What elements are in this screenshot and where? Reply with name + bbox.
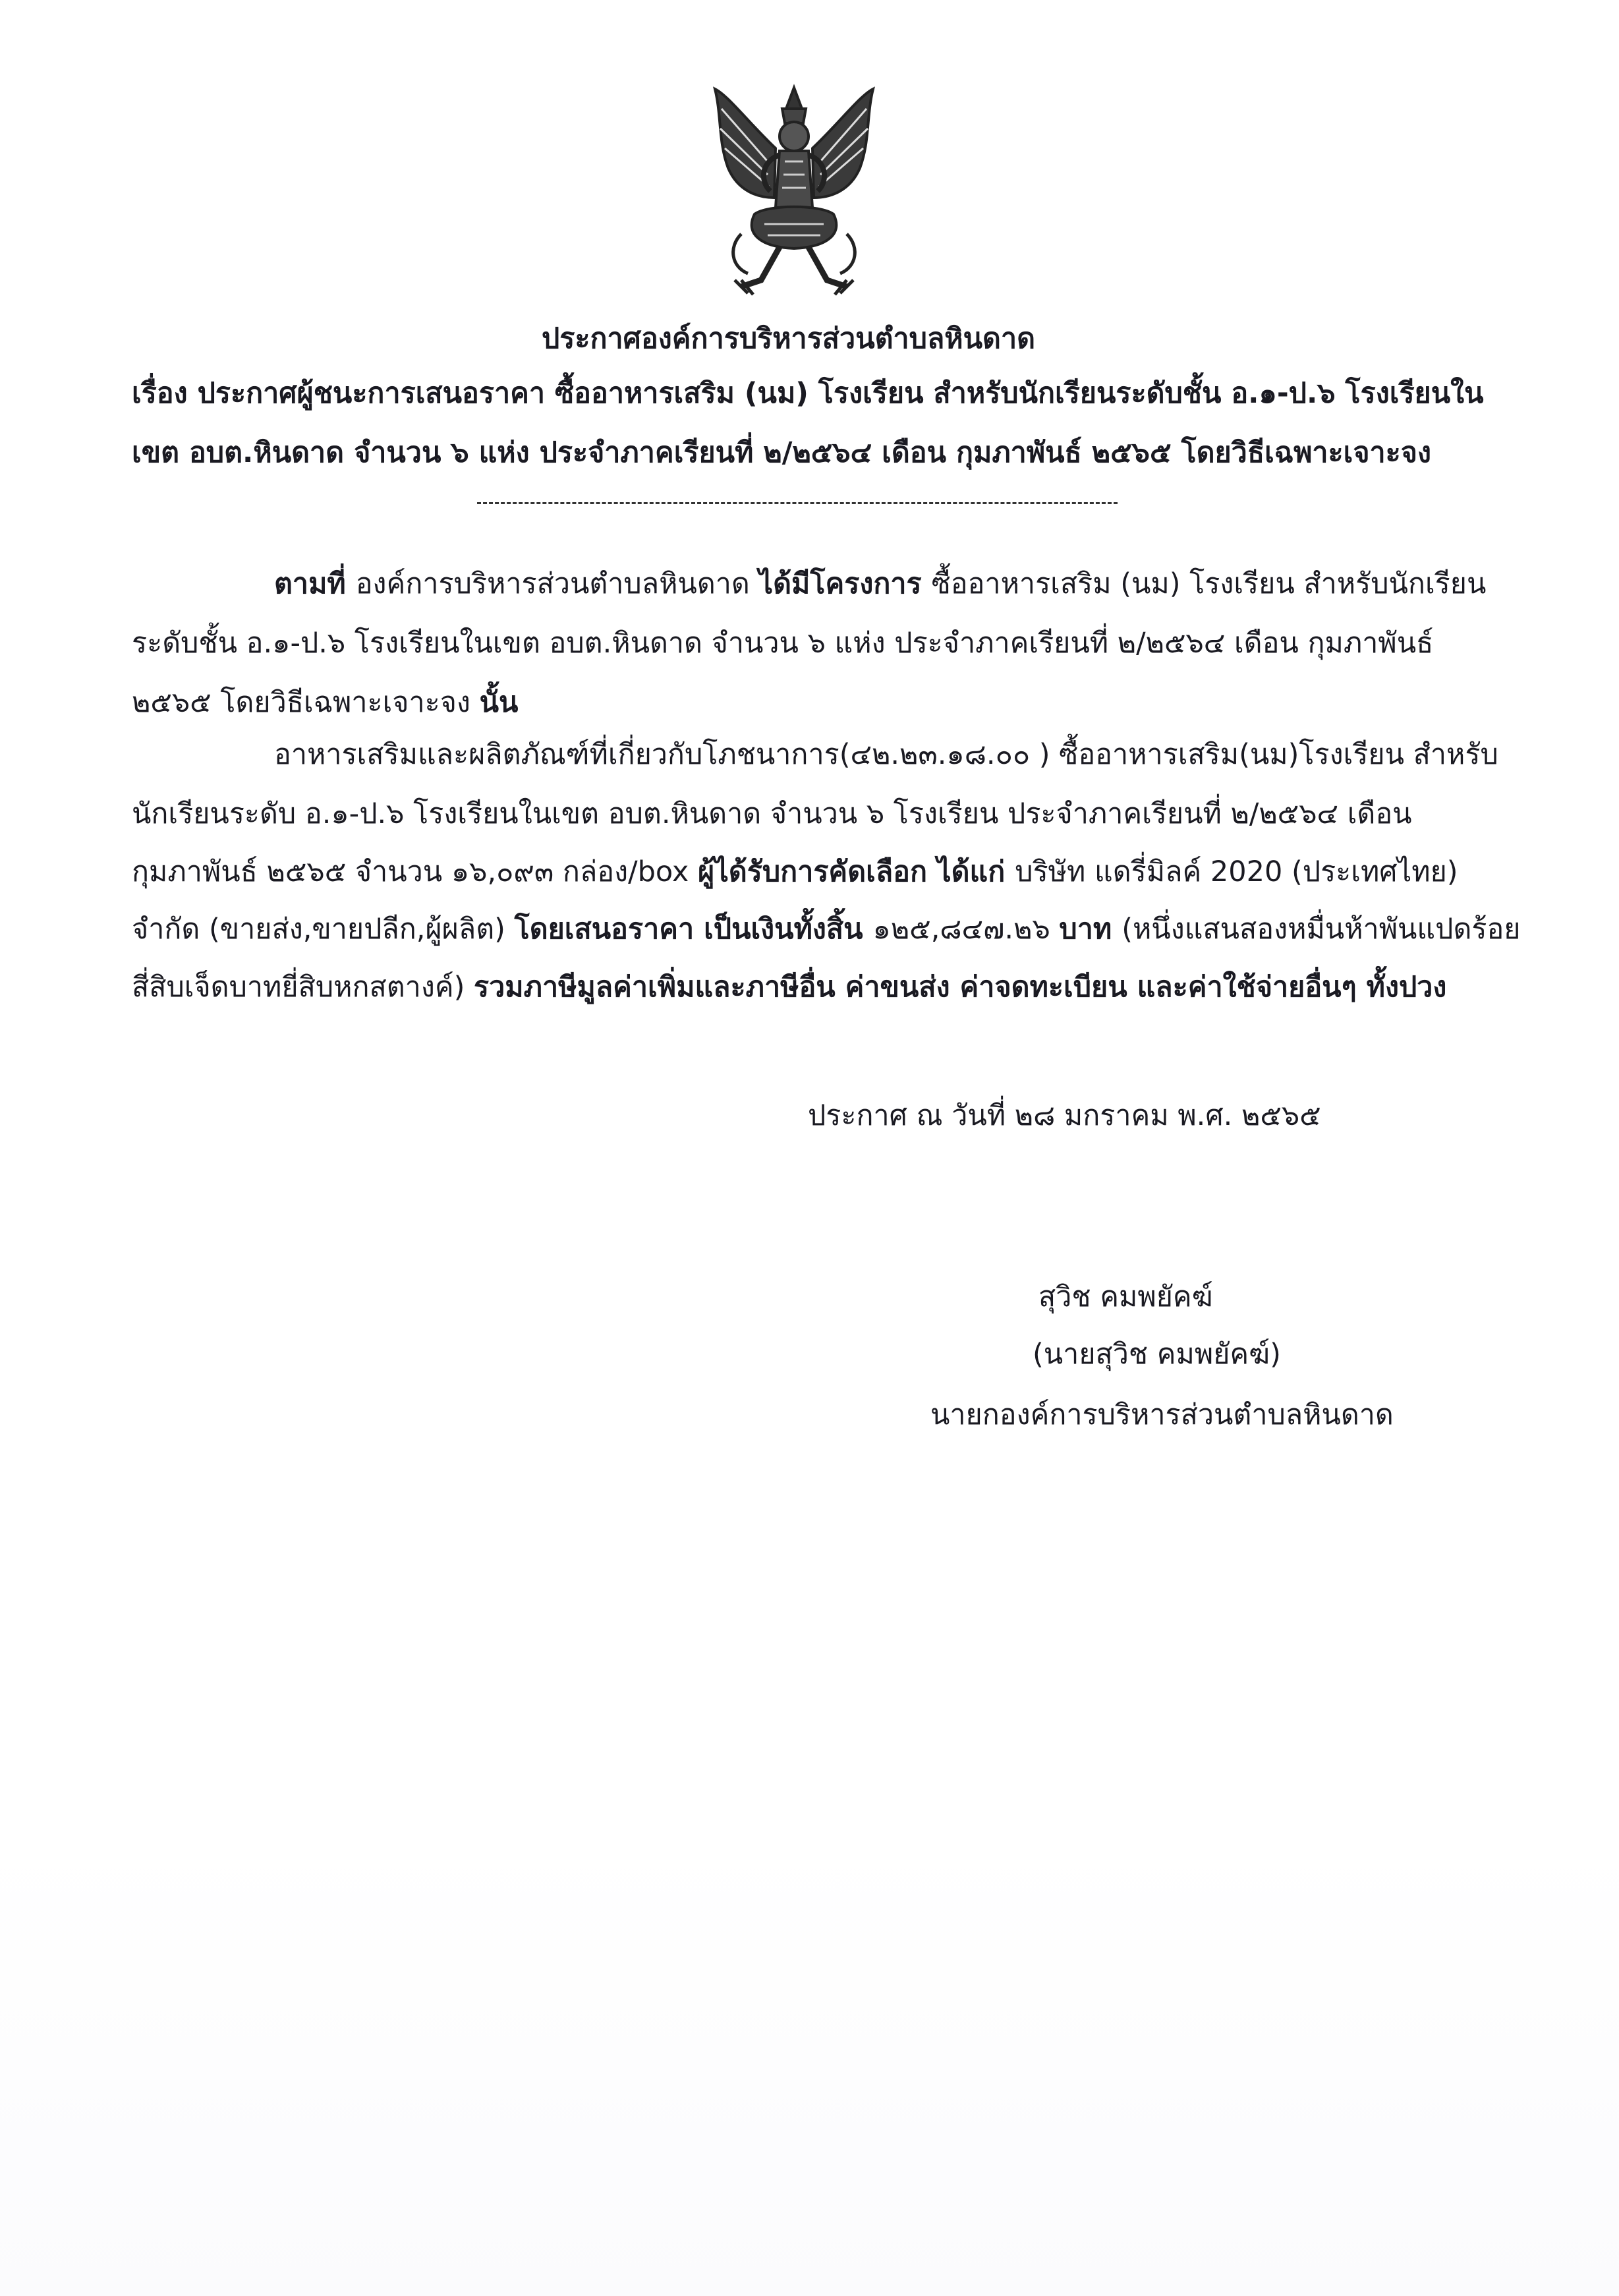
- p1-project-label: ได้มีโครงการ: [758, 567, 932, 600]
- paragraph-2-line-1: อาหารเสริมและผลิตภัณฑ์ที่เกี่ยวกับโภชนาการ(๔๒.๒๓.๑๘.๐๐ ) ซื้ออาหารเสริม(นม)โรงเรียน สำหรับ: [274, 738, 1498, 771]
- p1-lead: ตามที่: [274, 567, 356, 600]
- signer-name: (นายสุวิช คมพยัคฆ์): [1033, 1338, 1281, 1371]
- signer-position: นายกองค์การบริหารส่วนตำบลหินดาด: [930, 1398, 1394, 1431]
- paragraph-1-line-1: [274, 564, 1486, 604]
- subject-text: ซื้ออาหารเสริม (นม) โรงเรียน สำหรับนักเรียนระดับชั้น อ.๑-ป.๖ โรงเรียนใน: [545, 377, 1484, 410]
- paragraph-2-line-4: [132, 909, 1520, 949]
- garuda-emblem-icon: [702, 82, 886, 300]
- announce-date: ประกาศ ณ วันที่ ๒๘ มกราคม พ.ศ. ๒๕๖๕: [808, 1099, 1321, 1132]
- subject-line-2: เขต อบต.หินดาด จำนวน ๖ แห่ง ประจำภาคเรียนที่ ๒/๒๕๖๔ เดือน กุมภาพันธ์ ๒๕๖๕ โดยวิธีเฉพาะเจาะจง: [132, 436, 1431, 469]
- p2-company: บริษัท แดรี่มิลค์ 2020 (ประเทศไทย): [1015, 855, 1458, 888]
- divider-line: [477, 502, 1118, 504]
- p2-quantity: กุมภาพันธ์ ๒๕๖๕ จำนวน ๑๖,๐๙๓ กล่อง/box: [132, 855, 698, 888]
- p2-amount-words: (หนึ่งแสนสองหมื่นห้าพันแปดร้อย: [1122, 913, 1521, 946]
- p1-method: ๒๕๖๕ โดยวิธีเฉพาะเจาะจง: [132, 686, 480, 719]
- p2-price-amount: ๑๒๕,๘๔๗.๒๖: [872, 913, 1060, 946]
- paragraph-1-line-3: [132, 683, 518, 722]
- paragraph-2-line-2: นักเรียนระดับ อ.๑-ป.๖ โรงเรียนในเขต อบต.หินดาด จำนวน ๖ โรงเรียน ประจำภาคเรียนที่ ๒/๒๕๖๔ เดือน: [132, 797, 1412, 830]
- document-title: ประกาศองค์การบริหารส่วนตำบลหินดาด: [542, 322, 1036, 355]
- p2-amount-words-end: สี่สิบเจ็ดบาทยี่สิบหกสตางค์): [132, 971, 474, 1004]
- p1-end: นั้น: [479, 686, 519, 719]
- paragraph-2-line-5: [132, 967, 1446, 1007]
- p1-org: องค์การบริหารส่วนตำบลหินดาด: [355, 567, 759, 600]
- p1-project: ซื้ออาหารเสริม (นม) โรงเรียน สำหรับนักเรียน: [931, 567, 1487, 600]
- subject-line-1: [132, 374, 1484, 413]
- p2-price-label: โดยเสนอราคา เป็นเงินทั้งสิ้น: [514, 913, 873, 946]
- p2-tax-note: รวมภาษีมูลค่าเพิ่มและภาษีอื่น ค่าขนส่ง ค่าจดทะเบียน และค่าใช้จ่ายอื่นๆ ทั้งปวง: [474, 971, 1447, 1004]
- paragraph-1-line-2: ระดับชั้น อ.๑-ป.๖ โรงเรียนในเขต อบต.หินดาด จำนวน ๖ แห่ง ประจำภาคเรียนที่ ๒/๒๕๖๔ เดือน กุมภาพันธ์: [132, 627, 1434, 660]
- subject-label: เรื่อง ประกาศผู้ชนะการเสนอราคา: [132, 377, 546, 410]
- p2-currency: บาท: [1059, 913, 1122, 946]
- p2-company-type: จำกัด (ขายส่ง,ขายปลีก,ผู้ผลิต): [132, 913, 515, 946]
- p2-winner-label: ผู้ได้รับการคัดเลือก ได้แก่: [698, 855, 1015, 888]
- signature: สุวิช คมพยัคฆ์: [1038, 1280, 1213, 1313]
- paragraph-2-line-3: [132, 852, 1458, 892]
